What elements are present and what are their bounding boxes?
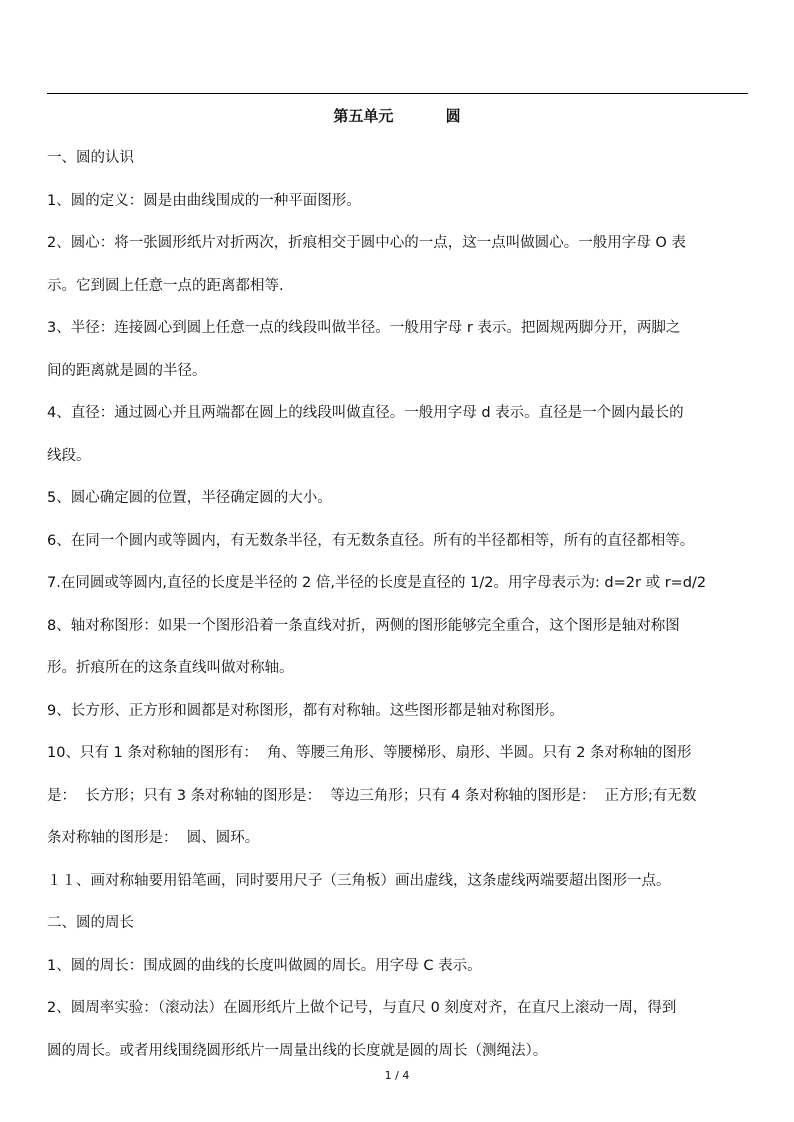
section-heading-circle-recognition: 一、圆的认识 [47, 150, 134, 166]
paragraph-6: 6、在同一个圆内或等圆内，有无数条半径，有无数条直径。所有的半径都相等，所有的直径都相等。 [47, 532, 695, 549]
paragraph-3-line-2: 间的距离就是圆的半径。 [47, 362, 207, 379]
paragraph-5: 5、圆心确定圆的位置，半径确定圆的大小。 [47, 490, 332, 506]
paragraph-12: 1、圆的周长：围成圆的曲线的长度叫做圆的周长。用字母 C 表示。 [47, 957, 482, 974]
paragraph-10-line-3: 条对称轴的图形是： 圆、圆环。 [47, 830, 260, 846]
paragraph-13-line-2: 圆的周长。或者用线围绕圆形纸片一周量出线的长度就是圆的周长（测绳法）。 [47, 1042, 548, 1059]
paragraph-8-line-2: 形。折痕所在的这条直线叫做对称轴。 [47, 660, 294, 676]
paragraph-10-line-2: 是： 长方形；只有 3 条对称轴的图形是： 等边三角形；只有 4 条对称轴的图形是： 正方形;有无数 [47, 787, 697, 804]
section-heading-circumference: 二、圆的周长 [47, 915, 134, 931]
page-number: 1 / 4 [384, 1069, 410, 1082]
paragraph-9: 9、长方形、正方形和圆都是对称图形，都有对称轴。这些图形都是轴对称图形。 [47, 702, 564, 719]
paragraph-1: 1、圆的定义：圆是由曲线围成的一种平面图形。 [47, 192, 361, 209]
paragraph-2-line-1: 2、圆心：将一张圆形纸片对折两次，折痕相交于圆中心的一点，这一点叫做圆心。一般用字母 O 表 [47, 235, 686, 251]
paragraph-7: 7.在同圆或等圆内,直径的长度是半径的 2 倍,半径的长度是直径的 1/2。用字母表示为: d=2r 或 r=d/2 [47, 575, 707, 591]
paragraph-4-line-2: 线段。 [47, 447, 91, 464]
paragraph-3-line-1: 3、半径：连接圆心到圆上任意一点的线段叫做半径。一般用字母 r 表示。把圆规两脚分开，两脚之 [47, 320, 681, 336]
paragraph-13-line-1: 2、圆周率实验：（滚动法）在圆形纸片上做个记号，与直尺 0 刻度对齐，在直尺上滚动一周，得到 [47, 1000, 677, 1016]
paragraph-8-line-1: 8、轴对称图形：如果一个图形沿着一条直线对折，两侧的图形能够完全重合，这个图形是轴对称图 [47, 617, 680, 634]
paragraph-11: １１、画对称轴要用铅笔画，同时要用尺子（三角板）画出虚线，这条虚线两端要超出图形一点。 [47, 872, 671, 889]
paragraph-10-line-1: 10、只有 1 条对称轴的图形有： 角、等腰三角形、等腰梯形、扇形、半圆。只有 2 条对称轴的图形 [47, 745, 692, 761]
header-rule [47, 93, 748, 94]
page-title: 第五单元 圆 [333, 107, 461, 125]
paragraph-4-line-1: 4、直径：通过圆心并且两端都在圆上的线段叫做直径。一般用字母 d 表示。直径是一个圆内最长的 [47, 405, 684, 421]
document-body [47, 146, 753, 1063]
paragraph-2-line-2: 示。它到圆上任意一点的距离都相等. [47, 277, 284, 294]
